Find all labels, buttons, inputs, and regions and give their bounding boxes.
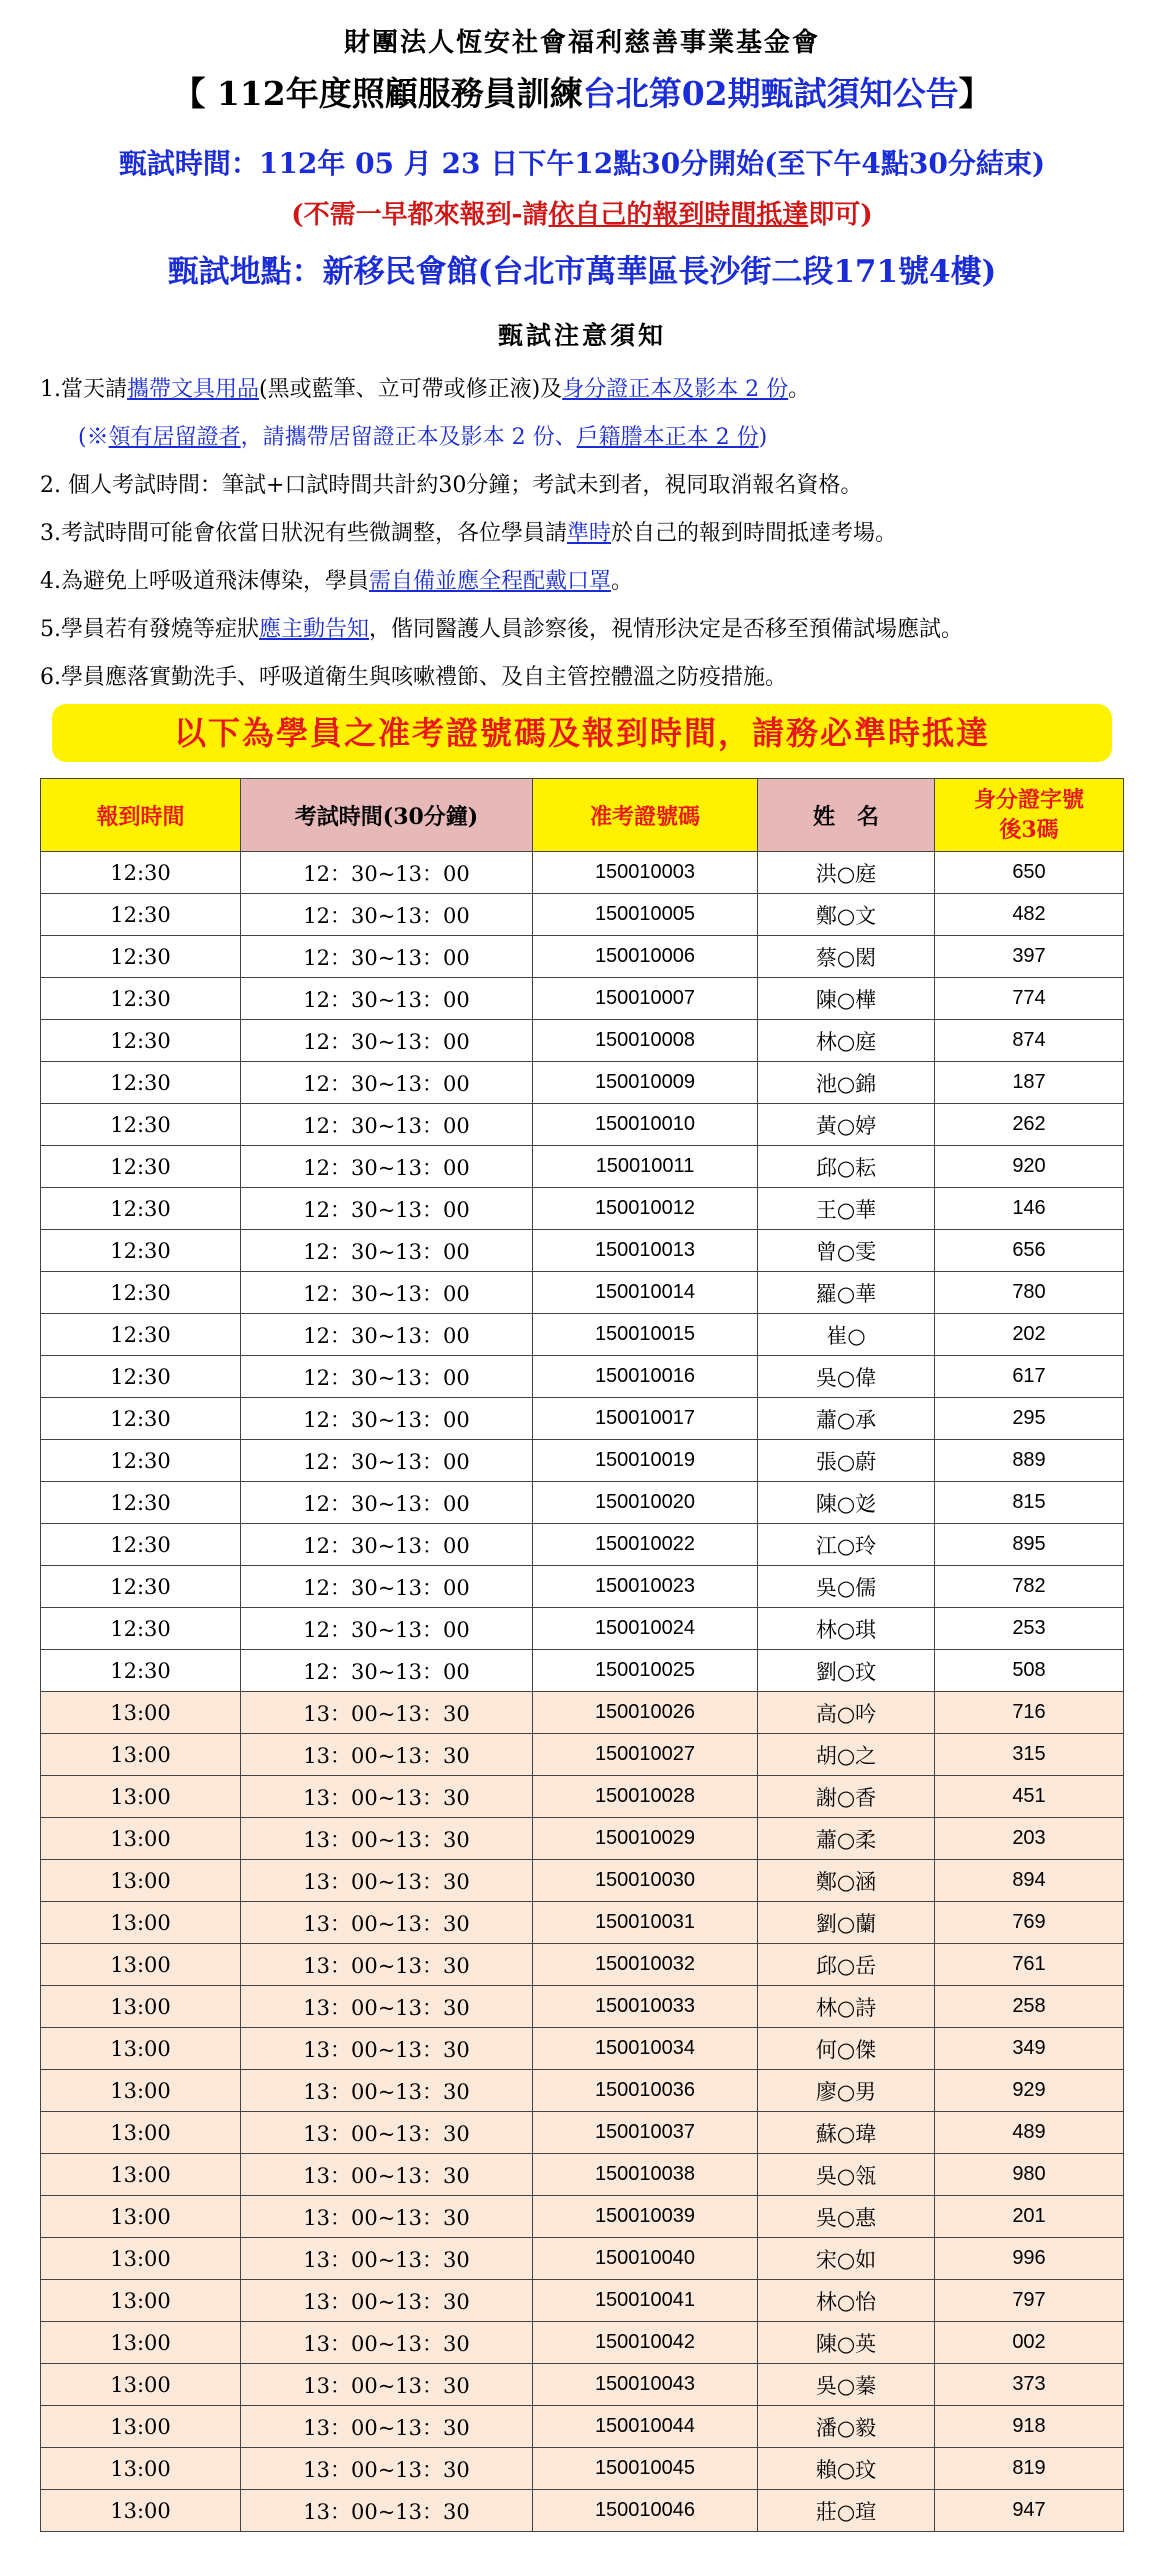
ticket-number-cell: 150010023 bbox=[533, 1566, 758, 1608]
exam-time-cell: 13：00~13：30 bbox=[241, 2322, 533, 2364]
ticket-number-cell: 150010025 bbox=[533, 1650, 758, 1692]
table-row bbox=[41, 1566, 1124, 1608]
ticket-number-cell: 150010008 bbox=[533, 1020, 758, 1062]
ticket-number-cell: 150010013 bbox=[533, 1230, 758, 1272]
name-cell: 張○蔚 bbox=[758, 1440, 935, 1482]
checkin-time-cell: 12:30 bbox=[41, 852, 241, 894]
ticket-number-cell: 150010010 bbox=[533, 1104, 758, 1146]
name-cell: 廖○男 bbox=[758, 2070, 935, 2112]
exam-time-cell: 13：00~13：30 bbox=[241, 1944, 533, 1986]
ticket-number-cell: 150010009 bbox=[533, 1062, 758, 1104]
exam-time-cell: 12：30~13：00 bbox=[241, 1440, 533, 1482]
name-cell: 吳○蓁 bbox=[758, 2364, 935, 2406]
id-last3-cell: 656 bbox=[935, 1230, 1124, 1272]
table-row bbox=[41, 1230, 1124, 1272]
arrival-note-underlined: 依自己的報到時間抵達 bbox=[548, 200, 809, 230]
table-row bbox=[41, 2448, 1124, 2490]
id-last3-cell: 918 bbox=[935, 2406, 1124, 2448]
exam-time-cell: 12：30~13：00 bbox=[241, 1020, 533, 1062]
id-last3-cell: 146 bbox=[935, 1188, 1124, 1230]
exam-time-cell: 12：30~13：00 bbox=[241, 894, 533, 936]
rule-1-sub-b: ，請攜帶居留證正本及影本 2 份 bbox=[240, 425, 555, 450]
ticket-number-cell: 150010026 bbox=[533, 1692, 758, 1734]
id-last3-cell: 929 bbox=[935, 2070, 1124, 2112]
name-cell: 邱○耘 bbox=[758, 1146, 935, 1188]
table-row bbox=[41, 2364, 1124, 2406]
id-last3-cell: 815 bbox=[935, 1482, 1124, 1524]
ticket-number-cell: 150010017 bbox=[533, 1398, 758, 1440]
header-checkin-time: 報到時間 bbox=[41, 779, 241, 852]
table-row bbox=[41, 1398, 1124, 1440]
exam-time-cell: 12：30~13：00 bbox=[241, 936, 533, 978]
rule-1-sub-underline-1: 領有居留證者 bbox=[108, 425, 241, 450]
ticket-number-cell: 150010043 bbox=[533, 2364, 758, 2406]
name-cell: 宋○如 bbox=[758, 2238, 935, 2280]
table-header-row bbox=[41, 779, 1124, 852]
exam-time-cell: 12：30~13：00 bbox=[241, 1104, 533, 1146]
checkin-time-cell: 12:30 bbox=[41, 1188, 241, 1230]
id-last3-cell: 451 bbox=[935, 1776, 1124, 1818]
table-row bbox=[41, 1818, 1124, 1860]
name-cell: 陳○彣 bbox=[758, 1482, 935, 1524]
id-last3-cell: 797 bbox=[935, 2280, 1124, 2322]
name-cell: 邱○岳 bbox=[758, 1944, 935, 1986]
organization-name: 財團法人恆安社會福利慈善事業基金會 bbox=[343, 28, 820, 58]
ticket-number-cell: 150010016 bbox=[533, 1356, 758, 1398]
id-last3-cell: 508 bbox=[935, 1650, 1124, 1692]
exam-time-cell: 13：00~13：30 bbox=[241, 2490, 533, 2532]
checkin-time-cell: 13:00 bbox=[41, 2406, 241, 2448]
ticket-number-cell: 150010019 bbox=[533, 1440, 758, 1482]
id-last3-cell: 253 bbox=[935, 1608, 1124, 1650]
rule-1-underline-1: 攜帶文具用品 bbox=[127, 377, 260, 402]
rule-4-underline: 需自備並應全程配戴口罩 bbox=[369, 569, 612, 594]
exam-time-cell: 12：30~13：00 bbox=[241, 852, 533, 894]
exam-time-cell: 13：00~13：30 bbox=[241, 1734, 533, 1776]
notice-banner: 以下為學員之准考證號碼及報到時間，請務必準時抵達 bbox=[52, 704, 1112, 762]
checkin-time-cell: 12:30 bbox=[41, 1440, 241, 1482]
name-cell: 賴○玟 bbox=[758, 2448, 935, 2490]
ticket-number-cell: 150010011 bbox=[533, 1146, 758, 1188]
header-exam-time: 考試時間(30分鐘) bbox=[241, 779, 533, 852]
id-last3-cell: 895 bbox=[935, 1524, 1124, 1566]
arrival-note-part2: 即可) bbox=[808, 200, 873, 230]
rule-1-sub bbox=[78, 420, 767, 451]
ticket-number-cell: 150010039 bbox=[533, 2196, 758, 2238]
announcement-title bbox=[0, 68, 1164, 115]
table-row bbox=[41, 1902, 1124, 1944]
table-row bbox=[41, 1944, 1124, 1986]
rule-4 bbox=[40, 564, 633, 595]
exam-time-cell: 13：00~13：30 bbox=[241, 2280, 533, 2322]
id-last3-cell: 716 bbox=[935, 1692, 1124, 1734]
rule-2: 2. 個人考試時間：筆試+口試時間共計約30分鐘；考試未到者，視同取消報名資格。 bbox=[40, 473, 863, 498]
checkin-time-cell: 13:00 bbox=[41, 1776, 241, 1818]
id-last3-cell: 920 bbox=[935, 1146, 1124, 1188]
id-last3-cell: 650 bbox=[935, 852, 1124, 894]
ticket-number-cell: 150010045 bbox=[533, 2448, 758, 2490]
name-cell: 黃○婷 bbox=[758, 1104, 935, 1146]
table-row bbox=[41, 1776, 1124, 1818]
name-cell: 陳○樺 bbox=[758, 978, 935, 1020]
table-row bbox=[41, 1986, 1124, 2028]
exam-time-cell: 12：30~13：00 bbox=[241, 1566, 533, 1608]
id-last3-cell: 617 bbox=[935, 1356, 1124, 1398]
header-id-last3: 身分證字號 後3碼 bbox=[935, 779, 1124, 852]
checkin-time-cell: 12:30 bbox=[41, 894, 241, 936]
checkin-time-cell: 12:30 bbox=[41, 1650, 241, 1692]
table-row bbox=[41, 2196, 1124, 2238]
title-highlight: 台北第02期甄試須知公告 bbox=[582, 74, 959, 113]
exam-location: 甄試地點：新移民會館(台北市萬華區長沙街二段171號4樓) bbox=[167, 254, 997, 290]
ticket-number-cell: 150010031 bbox=[533, 1902, 758, 1944]
rule-1-text-b: (黑或藍筆、立可帶或修正液)及 bbox=[259, 377, 563, 402]
rule-3-underline: 準時 bbox=[567, 521, 612, 546]
rule-1-underline-2: 身分證正本及影本 2 份 bbox=[562, 377, 789, 402]
id-last3-cell: 980 bbox=[935, 2154, 1124, 2196]
table-row bbox=[41, 2490, 1124, 2532]
rule-1-sub-c: 、 bbox=[554, 425, 577, 450]
exam-time-cell: 13：00~13：30 bbox=[241, 2196, 533, 2238]
exam-time-cell: 12：30~13：00 bbox=[241, 1272, 533, 1314]
id-last3-cell: 489 bbox=[935, 2112, 1124, 2154]
exam-time-cell: 12：30~13：00 bbox=[241, 1398, 533, 1440]
checkin-time-cell: 13:00 bbox=[41, 1692, 241, 1734]
ticket-number-cell: 150010038 bbox=[533, 2154, 758, 2196]
exam-time-cell: 12：30~13：00 bbox=[241, 1482, 533, 1524]
exam-time-cell: 12：30~13：00 bbox=[241, 1524, 533, 1566]
table-row bbox=[41, 894, 1124, 936]
checkin-time-cell: 12:30 bbox=[41, 1272, 241, 1314]
rule-1-sub-a: (※ bbox=[78, 425, 109, 450]
ticket-number-cell: 150010036 bbox=[533, 2070, 758, 2112]
table-row bbox=[41, 2406, 1124, 2448]
name-cell: 劉○玟 bbox=[758, 1650, 935, 1692]
table-row bbox=[41, 2322, 1124, 2364]
table-row bbox=[41, 2028, 1124, 2070]
table-row bbox=[41, 1524, 1124, 1566]
name-cell: 洪○庭 bbox=[758, 852, 935, 894]
id-last3-cell: 889 bbox=[935, 1440, 1124, 1482]
rule-4-text-a: 4.為避免上呼吸道飛沫傳染，學員 bbox=[40, 569, 369, 594]
checkin-time-cell: 12:30 bbox=[41, 1608, 241, 1650]
exam-time-cell: 13：00~13：30 bbox=[241, 1986, 533, 2028]
ticket-number-cell: 150010044 bbox=[533, 2406, 758, 2448]
name-cell: 王○華 bbox=[758, 1188, 935, 1230]
id-last3-cell: 894 bbox=[935, 1860, 1124, 1902]
name-cell: 林○琪 bbox=[758, 1608, 935, 1650]
table-row bbox=[41, 1482, 1124, 1524]
exam-time-cell: 13：00~13：30 bbox=[241, 2028, 533, 2070]
name-cell: 潘○毅 bbox=[758, 2406, 935, 2448]
id-last3-cell: 782 bbox=[935, 1566, 1124, 1608]
ticket-number-cell: 150010037 bbox=[533, 2112, 758, 2154]
name-cell: 鄭○文 bbox=[758, 894, 935, 936]
id-last3-cell: 315 bbox=[935, 1734, 1124, 1776]
id-last3-cell: 258 bbox=[935, 1986, 1124, 2028]
ticket-number-cell: 150010003 bbox=[533, 852, 758, 894]
name-cell: 羅○華 bbox=[758, 1272, 935, 1314]
checkin-time-cell: 12:30 bbox=[41, 936, 241, 978]
name-cell: 胡○之 bbox=[758, 1734, 935, 1776]
id-last3-cell: 819 bbox=[935, 2448, 1124, 2490]
exam-time-cell: 13：00~13：30 bbox=[241, 2364, 533, 2406]
name-cell: 池○錦 bbox=[758, 1062, 935, 1104]
rule-5-underline: 應主動告知 bbox=[259, 617, 370, 642]
name-cell: 林○怡 bbox=[758, 2280, 935, 2322]
checkin-time-cell: 13:00 bbox=[41, 1902, 241, 1944]
exam-time-cell: 13：00~13：30 bbox=[241, 1818, 533, 1860]
name-cell: 何○傑 bbox=[758, 2028, 935, 2070]
ticket-number-cell: 150010032 bbox=[533, 1944, 758, 1986]
ticket-number-cell: 150010022 bbox=[533, 1524, 758, 1566]
table-row bbox=[41, 2238, 1124, 2280]
exam-time-cell: 12：30~13：00 bbox=[241, 1608, 533, 1650]
name-cell: 蔡○閎 bbox=[758, 936, 935, 978]
table-row bbox=[41, 1356, 1124, 1398]
checkin-time-cell: 13:00 bbox=[41, 1734, 241, 1776]
id-last3-cell: 482 bbox=[935, 894, 1124, 936]
checkin-time-cell: 13:00 bbox=[41, 2280, 241, 2322]
exam-time-cell: 12：30~13：00 bbox=[241, 1650, 533, 1692]
exam-time-cell: 13：00~13：30 bbox=[241, 2406, 533, 2448]
ticket-number-cell: 150010040 bbox=[533, 2238, 758, 2280]
name-cell: 蕭○承 bbox=[758, 1398, 935, 1440]
checkin-time-cell: 13:00 bbox=[41, 2448, 241, 2490]
name-cell: 蕭○柔 bbox=[758, 1818, 935, 1860]
checkin-time-cell: 12:30 bbox=[41, 978, 241, 1020]
checkin-time-cell: 12:30 bbox=[41, 1356, 241, 1398]
name-cell: 蘇○瑋 bbox=[758, 2112, 935, 2154]
id-last3-cell: 761 bbox=[935, 1944, 1124, 1986]
table-row bbox=[41, 2070, 1124, 2112]
exam-time-cell: 12：30~13：00 bbox=[241, 1062, 533, 1104]
name-cell: 謝○香 bbox=[758, 1776, 935, 1818]
rule-1 bbox=[40, 372, 810, 403]
notes-heading: 甄試注意須知 bbox=[497, 321, 666, 350]
rule-3-text-b: 於自己的報到時間抵達考場。 bbox=[611, 521, 898, 546]
id-last3-cell: 203 bbox=[935, 1818, 1124, 1860]
id-last3-cell: 769 bbox=[935, 1902, 1124, 1944]
ticket-number-cell: 150010042 bbox=[533, 2322, 758, 2364]
candidate-table bbox=[40, 778, 1124, 2532]
checkin-time-cell: 13:00 bbox=[41, 2196, 241, 2238]
checkin-time-cell: 13:00 bbox=[41, 1944, 241, 1986]
ticket-number-cell: 150010046 bbox=[533, 2490, 758, 2532]
ticket-number-cell: 150010024 bbox=[533, 1608, 758, 1650]
header-ticket-number: 准考證號碼 bbox=[533, 779, 758, 852]
rule-4-text-b: 。 bbox=[611, 569, 634, 594]
exam-time-cell: 13：00~13：30 bbox=[241, 1776, 533, 1818]
table-row bbox=[41, 1440, 1124, 1482]
name-cell: 曾○雯 bbox=[758, 1230, 935, 1272]
arrival-note-part1: (不需一早都來報到-請 bbox=[291, 200, 549, 230]
checkin-time-cell: 13:00 bbox=[41, 2322, 241, 2364]
exam-time-cell: 12：30~13：00 bbox=[241, 1356, 533, 1398]
name-cell: 林○詩 bbox=[758, 1986, 935, 2028]
checkin-time-cell: 13:00 bbox=[41, 2070, 241, 2112]
name-cell: 江○玲 bbox=[758, 1524, 935, 1566]
rule-1-sub-underline-2: 戶籍謄本正本 2 份 bbox=[576, 425, 759, 450]
ticket-number-cell: 150010012 bbox=[533, 1188, 758, 1230]
id-last3-cell: 947 bbox=[935, 2490, 1124, 2532]
table-row bbox=[41, 1272, 1124, 1314]
id-last3-cell: 780 bbox=[935, 1272, 1124, 1314]
checkin-time-cell: 13:00 bbox=[41, 1818, 241, 1860]
table-row bbox=[41, 2280, 1124, 2322]
table-row bbox=[41, 1650, 1124, 1692]
exam-time-cell: 13：00~13：30 bbox=[241, 1902, 533, 1944]
id-last3-cell: 262 bbox=[935, 1104, 1124, 1146]
exam-time-cell: 13：00~13：30 bbox=[241, 2448, 533, 2490]
ticket-number-cell: 150010007 bbox=[533, 978, 758, 1020]
ticket-number-cell: 150010027 bbox=[533, 1734, 758, 1776]
exam-time-cell: 12：30~13：00 bbox=[241, 978, 533, 1020]
table-row bbox=[41, 2112, 1124, 2154]
table-row bbox=[41, 1608, 1124, 1650]
ticket-number-cell: 150010041 bbox=[533, 2280, 758, 2322]
exam-time-cell: 12：30~13：00 bbox=[241, 1146, 533, 1188]
rule-3 bbox=[40, 516, 897, 547]
name-cell: 吳○儒 bbox=[758, 1566, 935, 1608]
table-row bbox=[41, 1188, 1124, 1230]
title-close: 】 bbox=[958, 74, 992, 113]
table-row bbox=[41, 852, 1124, 894]
ticket-number-cell: 150010033 bbox=[533, 1986, 758, 2028]
id-last3-cell: 002 bbox=[935, 2322, 1124, 2364]
ticket-number-cell: 150010034 bbox=[533, 2028, 758, 2070]
checkin-time-cell: 13:00 bbox=[41, 2238, 241, 2280]
rule-1-text-c: 。 bbox=[788, 377, 811, 402]
table-row bbox=[41, 1734, 1124, 1776]
exam-time: 甄試時間：112年 05 月 23 日下午12點30分開始(至下午4點30分結束) bbox=[118, 147, 1046, 180]
checkin-time-cell: 12:30 bbox=[41, 1566, 241, 1608]
rule-1-sub-d: ) bbox=[758, 425, 768, 450]
rule-1-text-a: 1.當天請 bbox=[40, 377, 127, 402]
id-last3-cell: 349 bbox=[935, 2028, 1124, 2070]
checkin-time-cell: 13:00 bbox=[41, 2028, 241, 2070]
checkin-time-cell: 12:30 bbox=[41, 1230, 241, 1272]
exam-time-cell: 13：00~13：30 bbox=[241, 1692, 533, 1734]
checkin-time-cell: 13:00 bbox=[41, 2154, 241, 2196]
checkin-time-cell: 12:30 bbox=[41, 1104, 241, 1146]
name-cell: 劉○蘭 bbox=[758, 1902, 935, 1944]
ticket-number-cell: 150010028 bbox=[533, 1776, 758, 1818]
ticket-number-cell: 150010005 bbox=[533, 894, 758, 936]
table-row bbox=[41, 1062, 1124, 1104]
checkin-time-cell: 12:30 bbox=[41, 1524, 241, 1566]
checkin-time-cell: 12:30 bbox=[41, 1062, 241, 1104]
table-row bbox=[41, 1692, 1124, 1734]
name-cell: 高○吟 bbox=[758, 1692, 935, 1734]
table-row bbox=[41, 1146, 1124, 1188]
name-cell: 林○庭 bbox=[758, 1020, 935, 1062]
rule-3-text-a: 3.考試時間可能會依當日狀況有些微調整，各位學員請 bbox=[40, 521, 567, 546]
table-row bbox=[41, 936, 1124, 978]
rule-5-text-a: 5.學員若有發燒等症狀 bbox=[40, 617, 259, 642]
id-last3-cell: 201 bbox=[935, 2196, 1124, 2238]
ticket-number-cell: 150010006 bbox=[533, 936, 758, 978]
checkin-time-cell: 12:30 bbox=[41, 1146, 241, 1188]
exam-time-cell: 13：00~13：30 bbox=[241, 2238, 533, 2280]
checkin-time-cell: 12:30 bbox=[41, 1020, 241, 1062]
checkin-time-cell: 13:00 bbox=[41, 2490, 241, 2532]
name-cell: 吳○偉 bbox=[758, 1356, 935, 1398]
id-last3-cell: 774 bbox=[935, 978, 1124, 1020]
checkin-time-cell: 12:30 bbox=[41, 1398, 241, 1440]
header-name: 姓 名 bbox=[758, 779, 935, 852]
checkin-time-cell: 13:00 bbox=[41, 2112, 241, 2154]
rule-5-text-b: ，偕同醫護人員診察後，視情形決定是否移至預備試場應試。 bbox=[369, 617, 964, 642]
id-last3-cell: 373 bbox=[935, 2364, 1124, 2406]
exam-time-cell: 13：00~13：30 bbox=[241, 2154, 533, 2196]
id-last3-cell: 996 bbox=[935, 2238, 1124, 2280]
table-row bbox=[41, 2154, 1124, 2196]
checkin-time-cell: 12:30 bbox=[41, 1314, 241, 1356]
id-last3-cell: 202 bbox=[935, 1314, 1124, 1356]
exam-time-cell: 13：00~13：30 bbox=[241, 2070, 533, 2112]
name-cell: 吳○瓴 bbox=[758, 2154, 935, 2196]
name-cell: 莊○瑄 bbox=[758, 2490, 935, 2532]
ticket-number-cell: 150010015 bbox=[533, 1314, 758, 1356]
id-last3-cell: 295 bbox=[935, 1398, 1124, 1440]
table-row bbox=[41, 1860, 1124, 1902]
ticket-number-cell: 150010029 bbox=[533, 1818, 758, 1860]
ticket-number-cell: 150010020 bbox=[533, 1482, 758, 1524]
rule-5 bbox=[40, 612, 963, 643]
checkin-time-cell: 13:00 bbox=[41, 1860, 241, 1902]
checkin-time-cell: 13:00 bbox=[41, 1986, 241, 2028]
name-cell: 吳○惠 bbox=[758, 2196, 935, 2238]
title-open: 【 112年度照顧服務員訓練 bbox=[172, 74, 583, 113]
name-cell: 鄭○涵 bbox=[758, 1860, 935, 1902]
exam-time-cell: 12：30~13：00 bbox=[241, 1188, 533, 1230]
checkin-time-cell: 13:00 bbox=[41, 2364, 241, 2406]
exam-time-cell: 12：30~13：00 bbox=[241, 1230, 533, 1272]
exam-time-cell: 13：00~13：30 bbox=[241, 2112, 533, 2154]
name-cell: 陳○英 bbox=[758, 2322, 935, 2364]
exam-time-cell: 13：00~13：30 bbox=[241, 1860, 533, 1902]
arrival-note bbox=[0, 194, 1164, 231]
ticket-number-cell: 150010030 bbox=[533, 1860, 758, 1902]
table-body bbox=[41, 852, 1124, 2532]
table-row bbox=[41, 1020, 1124, 1062]
ticket-number-cell: 150010014 bbox=[533, 1272, 758, 1314]
id-last3-cell: 397 bbox=[935, 936, 1124, 978]
table-row bbox=[41, 1104, 1124, 1146]
rule-6: 6.學員應落實勤洗手、呼吸道衛生與咳嗽禮節、及自主管控體溫之防疫措施。 bbox=[40, 665, 787, 690]
id-last3-cell: 187 bbox=[935, 1062, 1124, 1104]
id-last3-cell: 874 bbox=[935, 1020, 1124, 1062]
name-cell: 崔○ bbox=[758, 1314, 935, 1356]
exam-time-cell: 12：30~13：00 bbox=[241, 1314, 533, 1356]
table-row bbox=[41, 1314, 1124, 1356]
table-row bbox=[41, 978, 1124, 1020]
checkin-time-cell: 12:30 bbox=[41, 1482, 241, 1524]
